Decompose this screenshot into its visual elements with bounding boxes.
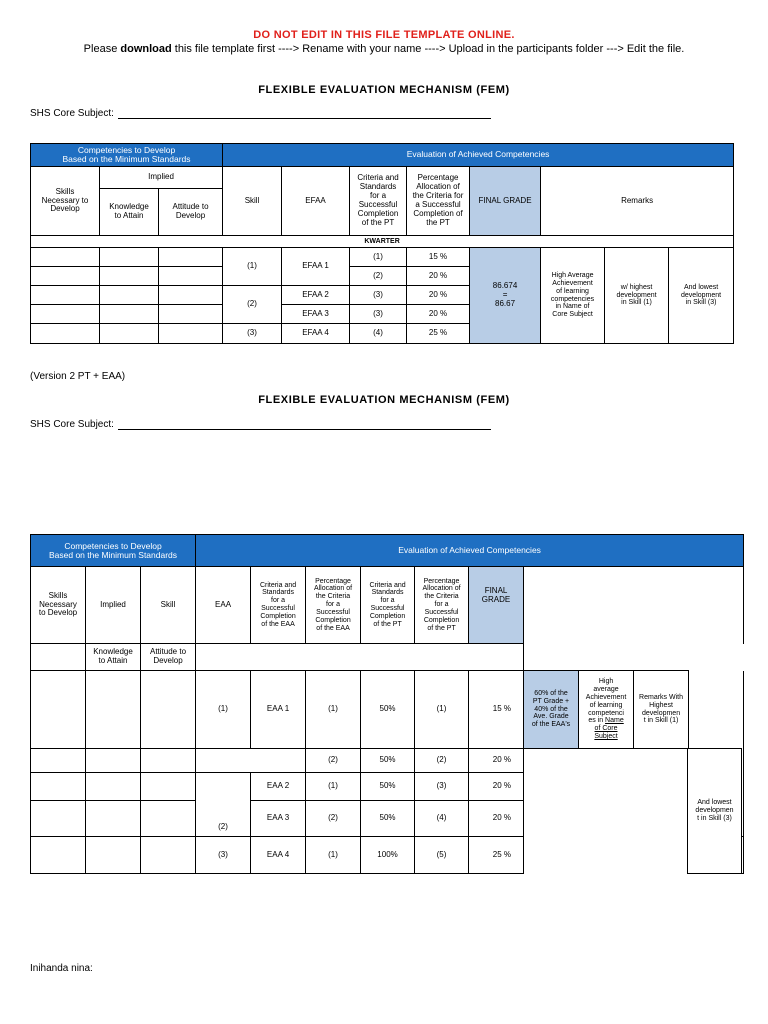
criteria-pt-header: Criteria and Standards for a Successful Completion of the PT bbox=[361, 567, 415, 644]
attitude-header: Attitude to Develop bbox=[159, 189, 223, 236]
table-cell[interactable] bbox=[31, 267, 100, 286]
percent-pt-cell: 20 % bbox=[469, 773, 524, 801]
percent-eaa-cell: 50% bbox=[361, 749, 415, 773]
grade-value-eq: = bbox=[502, 290, 508, 300]
table-cell[interactable] bbox=[86, 749, 141, 773]
percent-eaa-cell: 50% bbox=[361, 801, 415, 837]
table-cell bbox=[524, 837, 689, 874]
subject-field[interactable] bbox=[118, 420, 491, 430]
table-cell[interactable] bbox=[31, 305, 100, 324]
percent-cell: 15 % bbox=[407, 248, 470, 267]
efaa-cell: EFAA 2 bbox=[282, 286, 350, 305]
table-cell[interactable] bbox=[31, 671, 86, 749]
skill-cell: (3) bbox=[223, 324, 282, 344]
criteria-cell: (4) bbox=[350, 324, 407, 344]
table-cell[interactable] bbox=[86, 837, 141, 874]
warning-text: DO NOT EDIT IN THIS FILE TEMPLATE ONLINE. bbox=[253, 29, 515, 41]
remark-high-text: High average Achievement of learning competenci es in bbox=[585, 678, 627, 725]
table-cell[interactable] bbox=[31, 749, 86, 773]
table-cell[interactable] bbox=[141, 749, 196, 773]
eaa-header: EAA bbox=[196, 567, 251, 644]
table-cell[interactable] bbox=[31, 286, 100, 305]
table-cell[interactable] bbox=[31, 644, 86, 671]
percent-pt-cell: 25 % bbox=[469, 837, 524, 874]
table-cell[interactable] bbox=[141, 837, 196, 874]
table-cell[interactable] bbox=[31, 324, 100, 344]
percent-pt-cell: 20 % bbox=[469, 749, 524, 773]
fem-table-2 bbox=[30, 534, 744, 874]
section1-title: FLEXIBLE EVALUATION MECHANISM (FEM) bbox=[258, 84, 510, 96]
table-cell[interactable] bbox=[86, 773, 141, 801]
table-cell[interactable] bbox=[159, 248, 223, 267]
instruction-text bbox=[0, 43, 768, 55]
instruction-bold: download bbox=[120, 43, 172, 55]
table-cell[interactable] bbox=[31, 801, 86, 837]
criteria-pt-cell: (1) bbox=[415, 671, 469, 749]
remarks-header: Remarks bbox=[541, 167, 734, 236]
criteria-eaa-header: Criteria and Standards for a Successful Completion of the EAA bbox=[251, 567, 306, 644]
grade-value-2: 86.67 bbox=[495, 298, 516, 308]
percent-cell: 20 % bbox=[407, 267, 470, 286]
criteria-pt-cell: (5) bbox=[415, 837, 469, 874]
section1-subject bbox=[30, 108, 491, 119]
table-cell bbox=[196, 749, 306, 773]
criteria-pt-cell: (3) bbox=[415, 773, 469, 801]
criteria-eaa-cell: (1) bbox=[306, 671, 361, 749]
table-cell bbox=[196, 644, 524, 671]
remark-highest-development bbox=[634, 671, 689, 749]
grade-value-1: 86.674 bbox=[492, 281, 518, 291]
remark-high-link: Name of Core Subject bbox=[594, 717, 624, 740]
instruction-post: this file template first ----> Rename with your name ----> Upload in the participants folder ---> Edit the file. bbox=[171, 43, 685, 55]
evaluation-header: Evaluation of Achieved Competencies bbox=[196, 535, 744, 567]
percent-eaa-cell: 50% bbox=[361, 671, 415, 749]
remark-lowest-development: And lowest developmen t in Skill (3) bbox=[687, 748, 742, 874]
table-cell[interactable] bbox=[100, 248, 159, 267]
competencies-header: Competencies to Develop Based on the Minimum Standards bbox=[31, 535, 196, 567]
competencies-header: Competencies to Develop Based on the Minimum Standards bbox=[31, 144, 223, 167]
table-cell[interactable] bbox=[31, 773, 86, 801]
instruction-pre: Please bbox=[83, 43, 121, 55]
table-cell[interactable] bbox=[141, 801, 196, 837]
table-cell[interactable] bbox=[159, 324, 223, 344]
percent-cell: 20 % bbox=[407, 286, 470, 305]
criteria-cell: (1) bbox=[350, 248, 407, 267]
remark-high-average: High Average Achievement of learning competencies in Name of Core Subject bbox=[541, 248, 605, 344]
criteria-header: Criteria and Standards for a Successful Completion of the PT bbox=[350, 167, 407, 236]
criteria-cell: (3) bbox=[350, 286, 407, 305]
skill-cell: (2) bbox=[223, 286, 282, 324]
fem-table-1 bbox=[30, 143, 734, 344]
percent-pt-cell: 20 % bbox=[469, 801, 524, 837]
percent-pt-cell: 15 % bbox=[469, 671, 524, 749]
section2-subject bbox=[30, 419, 491, 430]
table-cell[interactable] bbox=[141, 671, 196, 749]
percent-cell: 25 % bbox=[407, 324, 470, 344]
efaa-cell: EFAA 4 bbox=[282, 324, 350, 344]
skill-cell: (1) bbox=[223, 248, 282, 286]
remark-label: Remarks bbox=[639, 693, 668, 701]
knowledge-header: Knowledge to Attain bbox=[100, 189, 159, 236]
evaluation-header: Evaluation of Achieved Competencies bbox=[223, 144, 734, 167]
efaa-header: EFAA bbox=[282, 167, 350, 236]
table-cell[interactable] bbox=[159, 305, 223, 324]
prepared-by: Inihanda nina: bbox=[30, 963, 93, 974]
criteria-pt-cell: (4) bbox=[415, 801, 469, 837]
subject-label: SHS Core Subject: bbox=[30, 419, 114, 430]
subject-field[interactable] bbox=[118, 109, 491, 119]
skills-necessary-header: Skills Necessary to Develop bbox=[31, 567, 86, 644]
attitude-header: Attitude to Develop bbox=[141, 644, 196, 671]
remark-highest-development: w/ highest development in Skill (1) bbox=[605, 248, 669, 344]
table-cell[interactable] bbox=[100, 305, 159, 324]
percent-eaa-cell: 50% bbox=[361, 773, 415, 801]
knowledge-header: Knowledge to Attain bbox=[86, 644, 141, 671]
final-grade-header: FINAL GRADE bbox=[470, 167, 541, 236]
remark-high-average bbox=[579, 671, 634, 749]
remark-with-text: With Highest developmen t in Skill (1) bbox=[641, 693, 684, 725]
percent-cell: 20 % bbox=[407, 305, 470, 324]
version-note: (Version 2 PT + EAA) bbox=[30, 371, 126, 382]
remark-lowest-development: And lowest development in Skill (3) bbox=[669, 248, 734, 344]
table-cell[interactable] bbox=[159, 267, 223, 286]
eaa-cell: EAA 4 bbox=[251, 837, 306, 874]
skill-header: Skill bbox=[223, 167, 282, 236]
implied-header: Implied bbox=[100, 167, 223, 189]
final-grade-cell bbox=[470, 248, 541, 344]
eaa-cell: EAA 1 bbox=[251, 671, 306, 749]
percentage-eaa-header: Percentage Allocation of the Criteria for a Successful Completion of the EAA bbox=[306, 567, 361, 644]
table-cell[interactable] bbox=[100, 267, 159, 286]
criteria-eaa-cell: (1) bbox=[306, 773, 361, 801]
subject-label: SHS Core Subject: bbox=[30, 108, 114, 119]
table-cell[interactable] bbox=[86, 671, 141, 749]
skill-header: Skill bbox=[141, 567, 196, 644]
efaa-cell: EFAA 3 bbox=[282, 305, 350, 324]
final-grade-header: FINAL GRADE bbox=[469, 567, 524, 644]
percentage-pt-header: Percentage Allocation of the Criteria for a Successful Completion of the PT bbox=[415, 567, 469, 644]
criteria-eaa-cell: (1) bbox=[306, 837, 361, 874]
table-cell[interactable] bbox=[31, 837, 86, 874]
implied-header: Implied bbox=[86, 567, 141, 644]
table-cell bbox=[524, 749, 689, 837]
kwarter-row: KWARTER bbox=[31, 236, 734, 248]
remarks-header-blank bbox=[524, 567, 744, 644]
criteria-cell: (2) bbox=[350, 267, 407, 286]
percent-eaa-cell: 100% bbox=[361, 837, 415, 874]
table-cell[interactable] bbox=[159, 286, 223, 305]
criteria-pt-cell: (2) bbox=[415, 749, 469, 773]
table-cell[interactable] bbox=[100, 286, 159, 305]
percentage-header: Percentage Allocation of the Criteria for a Successful Completion of the PT bbox=[407, 167, 470, 236]
table-cell[interactable] bbox=[141, 773, 196, 801]
eaa-cell: EAA 2 bbox=[251, 773, 306, 801]
skill-cell: (2) bbox=[196, 773, 251, 837]
criteria-cell: (3) bbox=[350, 305, 407, 324]
skill-cell: (1) bbox=[196, 671, 251, 749]
table-cell[interactable] bbox=[100, 324, 159, 344]
efaa-cell: EFAA 1 bbox=[282, 248, 350, 286]
table-cell bbox=[524, 644, 744, 671]
final-grade-note: 60% of the PT Grade + 40% of the Ave. Grade of the EAA's bbox=[524, 671, 579, 749]
eaa-cell: EAA 3 bbox=[251, 801, 306, 837]
skill-cell: (3) bbox=[196, 837, 251, 874]
criteria-eaa-cell: (2) bbox=[306, 749, 361, 773]
skills-necessary-header: Skills Necessary to Develop bbox=[31, 167, 100, 236]
table-cell[interactable] bbox=[86, 801, 141, 837]
table-cell[interactable] bbox=[31, 248, 100, 267]
section2-title: FLEXIBLE EVALUATION MECHANISM (FEM) bbox=[258, 394, 510, 406]
criteria-eaa-cell: (2) bbox=[306, 801, 361, 837]
